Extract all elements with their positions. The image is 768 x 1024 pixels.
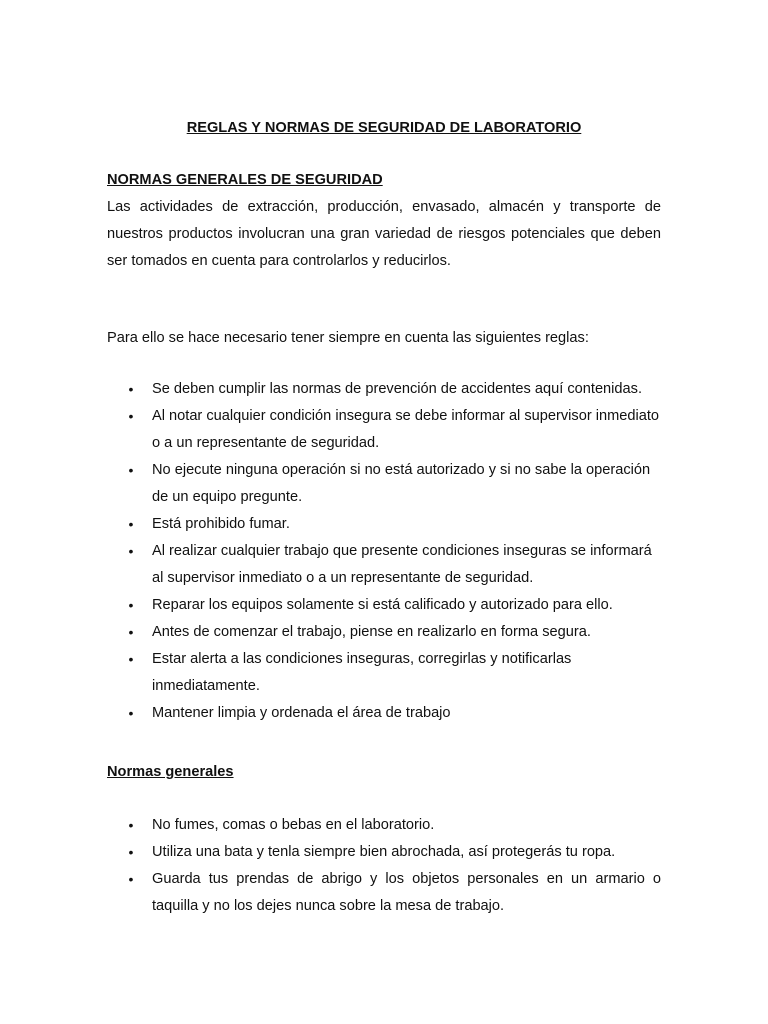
safety-rules-list	[107, 376, 661, 727]
bullet-icon: •	[128, 543, 134, 559]
section-heading-normas-generales-de-seguridad: NORMAS GENERALES DE SEGURIDAD	[107, 172, 383, 188]
bullet-icon: •	[128, 597, 134, 613]
list-item	[107, 376, 661, 403]
list-item-text: Se deben cumplir las normas de prevención de accidentes aquí contenidas.	[152, 381, 643, 397]
list-item	[107, 646, 661, 700]
list-item	[107, 538, 661, 592]
rules-intro: Para ello se hace necesario tener siempre en cuenta las siguientes reglas:	[107, 330, 589, 346]
list-item	[107, 700, 661, 727]
bullet-icon: •	[128, 624, 134, 640]
bullet-icon: •	[128, 844, 134, 860]
document-title: REGLAS Y NORMAS DE SEGURIDAD DE LABORATORIO	[186, 120, 582, 136]
list-item-text: Estar alerta a las condiciones inseguras, corregirlas y notificarlas inmediatamente.	[152, 651, 572, 694]
lab-rules-list	[107, 812, 661, 920]
list-item	[107, 866, 661, 920]
bullet-icon: •	[128, 462, 134, 478]
bullet-icon: •	[128, 651, 134, 667]
list-item-text: Mantener limpia y ordenada el área de trabajo	[152, 705, 451, 721]
list-item	[107, 457, 661, 511]
list-item-text: Guarda tus prendas de abrigo y los objetos personales en un armario o taquilla y no los dejes nunca sobre la mesa de trabajo.	[152, 871, 661, 914]
list-item-text: Al realizar cualquier trabajo que presente condiciones inseguras se informará al supervisor inmediato o a un representante de seguridad.	[152, 543, 652, 586]
bullet-icon: •	[128, 817, 134, 833]
list-item	[107, 511, 661, 538]
list-item	[107, 619, 661, 646]
list-item-text: Al notar cualquier condición insegura se debe informar al supervisor inmediato o a un representante de seguridad.	[152, 408, 660, 451]
list-item-text: Utiliza una bata y tenla siempre bien abrochada, así protegerás tu ropa.	[152, 844, 616, 860]
list-item	[107, 592, 661, 619]
list-item-text: Está prohibido fumar.	[152, 516, 290, 532]
list-item	[107, 812, 661, 839]
bullet-icon: •	[128, 408, 134, 424]
bullet-icon: •	[128, 871, 134, 887]
list-item-text: No fumes, comas o bebas en el laboratorio.	[152, 817, 435, 833]
list-item-text: Antes de comenzar el trabajo, piense en realizarlo en forma segura.	[152, 624, 591, 640]
bullet-icon: •	[128, 705, 134, 721]
list-item-text: No ejecute ninguna operación si no está autorizado y si no sabe la operación de un equipo pregunte.	[152, 462, 651, 505]
bullet-icon: •	[128, 516, 134, 532]
list-item	[107, 839, 661, 866]
list-item	[107, 403, 661, 457]
section-paragraph: Las actividades de extracción, producción, envasado, almacén y transporte de nuestros productos involucran una gran variedad de riesgos potenciales que deben ser tomados en cuenta para controlarlos y reducirlos.	[107, 199, 661, 269]
bullet-icon: •	[128, 381, 134, 397]
section-heading-normas-generales: Normas generales	[107, 764, 234, 780]
list-item-text: Reparar los equipos solamente si está calificado y autorizado para ello.	[152, 597, 613, 613]
